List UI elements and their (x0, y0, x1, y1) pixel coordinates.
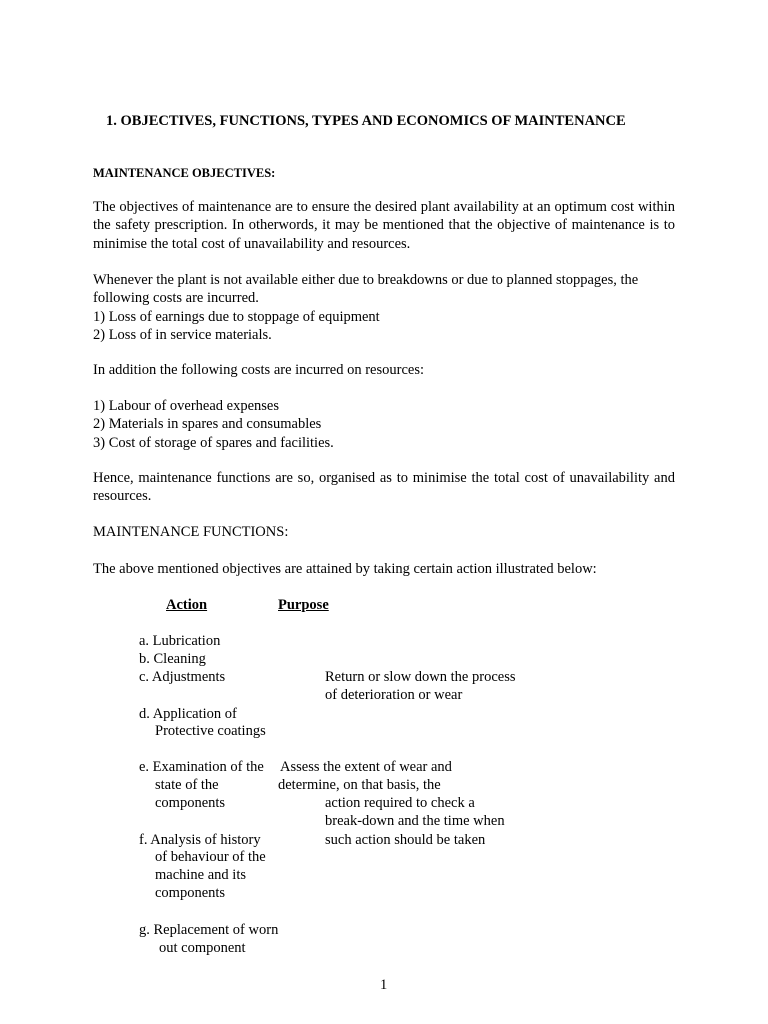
functions-summary-paragraph: Hence, maintenance functions are so, organised as to minimise the total cost of unavailability and resources. (93, 470, 675, 505)
objectives-paragraph: The objectives of maintenance are to ensure the desired plant availability at an optimum cost within the safety prescription. In otherwords, it may be mentioned that the objective of maintenance is to minimise the total cost of unavailability and resources. (93, 199, 675, 252)
functions-heading: MAINTENANCE FUNCTIONS: (93, 524, 289, 540)
action-item: a. Lubrication (139, 633, 221, 649)
action-item-continued: out component (159, 940, 246, 956)
action-item-continued: state of the (155, 777, 219, 793)
page-title: 1. OBJECTIVES, FUNCTIONS, TYPES AND ECONOMICS OF MAINTENANCE (106, 113, 626, 129)
action-item-continued: Protective coatings (155, 723, 266, 739)
action-item-continued: of behaviour of the (155, 849, 266, 865)
list-item: 2) Materials in spares and consumables (93, 416, 322, 433)
purpose-text: action required to check a (325, 795, 475, 811)
list-item: 2) Loss of in service materials. (93, 326, 272, 343)
action-item-continued: machine and its (155, 867, 247, 883)
purpose-text: such action should be taken (325, 832, 486, 848)
unavailability-costs-paragraph (93, 271, 675, 344)
list-item: 1) Labour of overhead expenses (93, 398, 280, 414)
resources-intro: In addition the following costs are incurred on resources: (93, 362, 424, 378)
functions-intro: The above mentioned objectives are attained by taking certain action illustrated below: (93, 561, 597, 577)
resources-costs-list (93, 397, 675, 452)
purpose-text: of deterioration or wear (325, 687, 463, 703)
column-header-purpose: Purpose (278, 597, 329, 613)
action-item: c. Adjustments (139, 669, 226, 685)
list-item: 3) Cost of storage of spares and facilities. (93, 434, 334, 451)
action-item-continued: components (155, 795, 226, 811)
purpose-text: break-down and the time when (325, 813, 505, 829)
action-item: g. Replacement of worn (139, 922, 279, 938)
paragraph-line: Whenever the plant is not available either due to breakdowns or due to planned stoppages, the (93, 272, 639, 288)
purpose-text: determine, on that basis, the (278, 777, 441, 793)
list-item: 1) Loss of earnings due to stoppage of equipment (93, 308, 380, 325)
action-item: d. Application of (139, 706, 237, 722)
action-item: f. Analysis of history (139, 832, 261, 848)
paragraph-line: following costs are incurred. (93, 290, 259, 307)
action-item: b. Cleaning (139, 651, 206, 667)
page-number: 1 (380, 977, 388, 993)
purpose-text: Return or slow down the process (325, 669, 516, 685)
action-item-continued: components (155, 885, 226, 901)
column-header-action: Action (166, 597, 208, 613)
action-item: e. Examination of the (139, 759, 264, 775)
objectives-heading: MAINTENANCE OBJECTIVES: (93, 166, 276, 180)
purpose-text: Assess the extent of wear and (280, 759, 452, 775)
